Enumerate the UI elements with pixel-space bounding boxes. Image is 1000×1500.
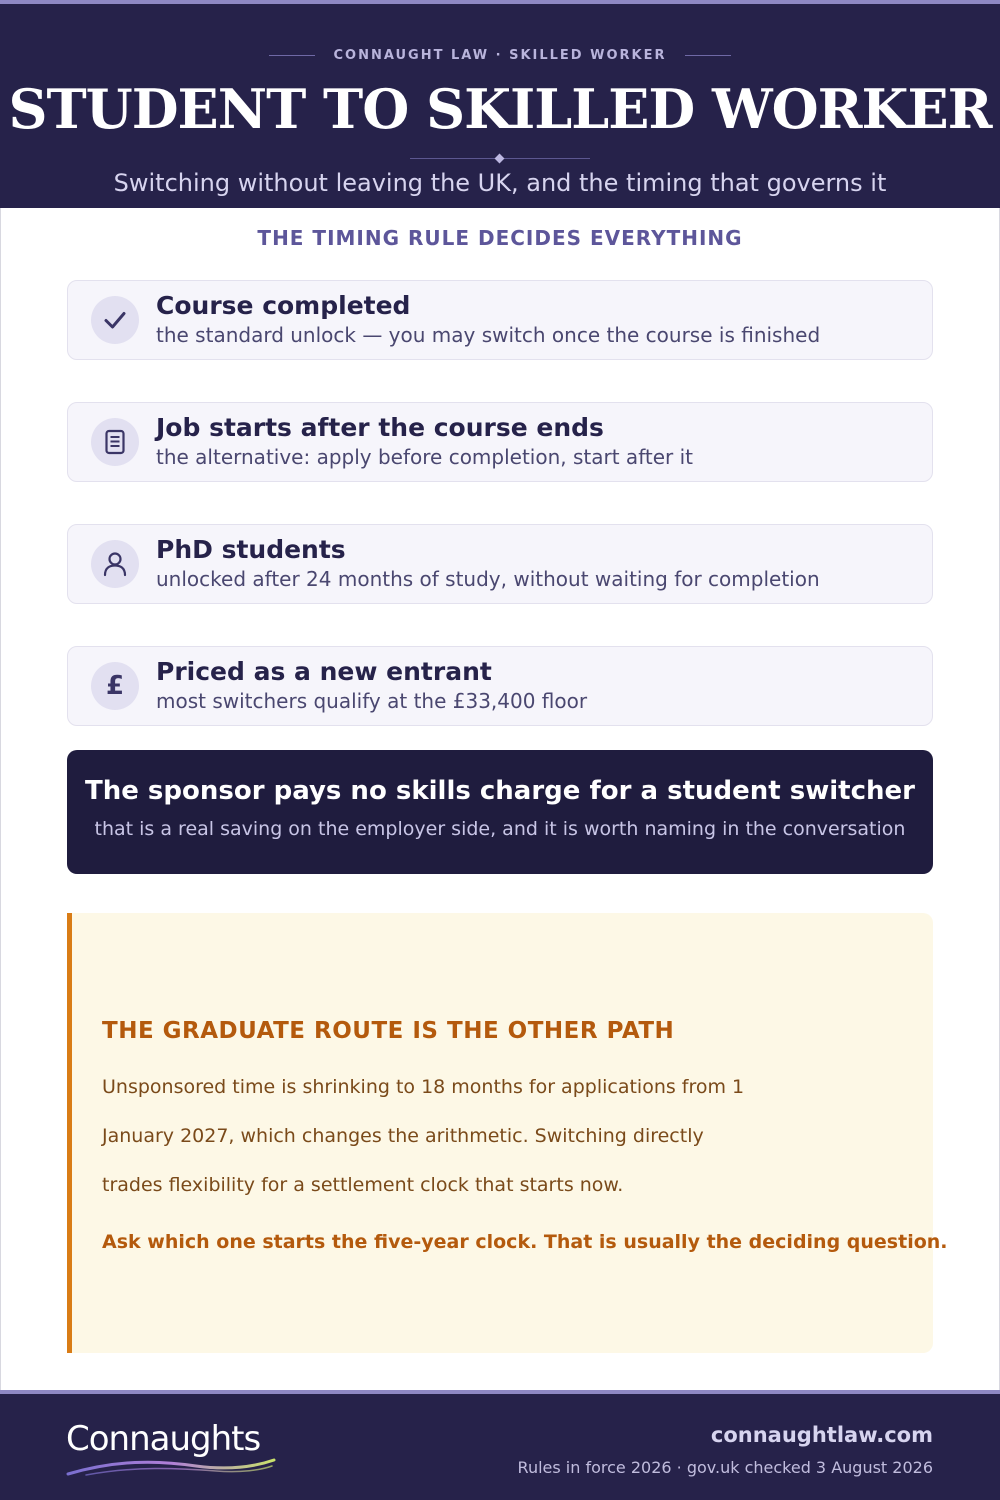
brand-logo (66, 1416, 286, 1476)
logo-swoosh (66, 1456, 276, 1478)
checkmark-icon (91, 296, 139, 344)
card-title: Course completed (156, 291, 411, 320)
page-subtitle: Switching without leaving the UK, and the timing that governs it (113, 169, 887, 197)
document-icon (91, 418, 139, 466)
card-phd-students (67, 524, 933, 604)
card-description: the standard unlock — you may switch once the course is finished (156, 323, 821, 347)
card-description: most switchers qualify at the £33,400 floor (156, 689, 588, 713)
title-divider (410, 154, 590, 164)
footer-meta: Rules in force 2026 · gov.uk checked 3 August 2026 (517, 1458, 933, 1477)
header-banner (0, 0, 1000, 208)
website-link[interactable]: connaughtlaw.com (710, 1423, 933, 1447)
note-body: Unsponsored time is shrinking to 18 months for applications from 1 January 2027, which changes the arithmetic. Switching directly trades flexibility for a settlement clock that starts now. (102, 1076, 745, 1196)
card-title: Priced as a new entrant (156, 657, 492, 686)
callout-description: that is a real saving on the employer side, and it is worth naming in the conversation (94, 818, 906, 840)
sponsor-callout (67, 750, 933, 874)
pound-icon: £ (91, 662, 139, 710)
note-question: Ask which one starts the five-year clock. That is usually the deciding question. (102, 1231, 948, 1253)
logo-wordmark: Connaughts (66, 1419, 261, 1459)
person-icon (91, 540, 139, 588)
eyebrow-label: CONNAUGHT LAW · SKILLED WORKER (333, 48, 667, 63)
card-title: Job starts after the course ends (156, 413, 604, 442)
card-description: unlocked after 24 months of study, without waiting for completion (156, 567, 820, 591)
graduate-route-note (67, 913, 948, 1353)
footer (0, 1390, 1000, 1500)
card-job-starts-after-course (67, 402, 933, 482)
section-heading: THE TIMING RULE DECIDES EVERYTHING (257, 226, 743, 250)
card-title: PhD students (156, 535, 346, 564)
card-new-entrant (67, 646, 933, 726)
eyebrow-row (0, 48, 1000, 63)
eyebrow-rule-left (269, 55, 315, 56)
eyebrow-rule-right (685, 55, 731, 56)
card-course-completed (67, 280, 933, 360)
callout-title: The sponsor pays no skills charge for a student switcher (85, 776, 915, 806)
diamond-icon (495, 154, 505, 164)
card-description: the alternative: apply before completion, start after it (156, 445, 694, 469)
page-title: STUDENT TO SKILLED WORKER (8, 77, 992, 141)
note-heading: THE GRADUATE ROUTE IS THE OTHER PATH (102, 1018, 675, 1044)
